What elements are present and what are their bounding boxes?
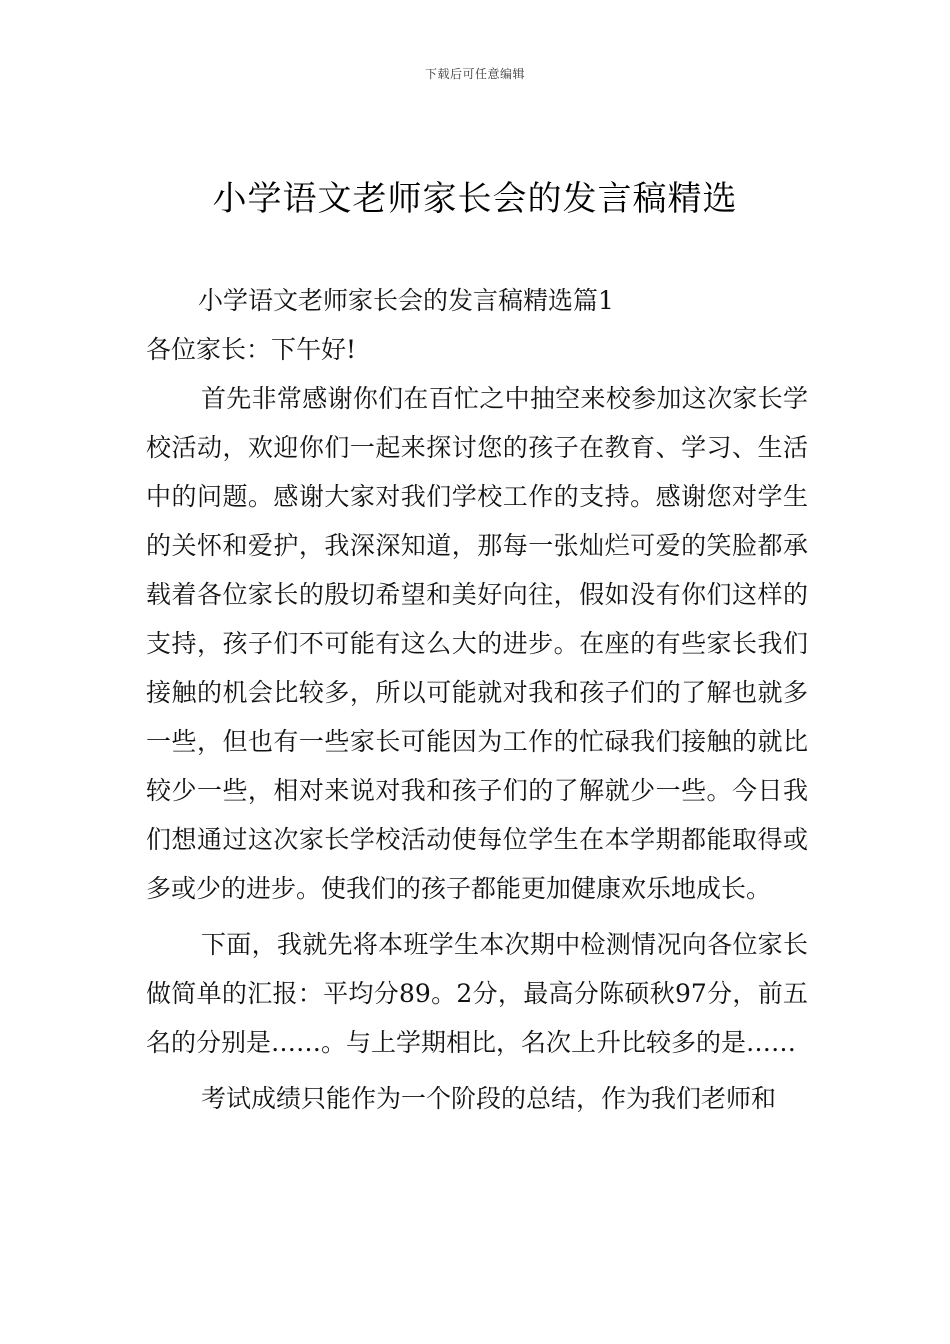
- document-title: 小学语文老师家长会的发言稿精选: [212, 179, 738, 219]
- document-body: [146, 276, 808, 1123]
- body-paragraph: 考试成绩只能作为一个阶段的总结，作为我们老师和: [201, 1084, 777, 1113]
- body-paragraph: 下面，我就先将本班学生本次期中检测情况向各位家长做简单的汇报：平均分89。2分，最高分陈硕秋97分，前五名的分别是……。与上学期相比，名次上升比较多的是……: [146, 930, 808, 1057]
- body-paragraph: 首先非常感谢你们在百忙之中抽空来校参加这次家长学校活动，欢迎你们一起来探讨您的孩子在教育、学习、生活中的问题。感谢大家对我们学校工作的支持。感谢您对学生的关怀和爱护，我深深知道，那每一张灿烂可爱的笑脸都承载着各位家长的殷切希望和美好向往，假如没有你们这样的支持，孩子们不可能有这么大的进步。在座的有些家长我们接触的机会比较多，所以可能就对我和孩子们的了解也就多一些，但也有一些家长可能因为工作的忙碌我们接触的就比较少一些，相对来说对我和孩子们的了解就少一些。今日我们想通过这次家长学校活动使每位学生在本学期都能取得或多或少的进步。使我们的孩子都能更加健康欢乐地成长。: [146, 384, 808, 903]
- salutation: 各位家长：下午好!: [146, 335, 357, 364]
- header-note: 下载后可任意编辑: [424, 67, 525, 81]
- section-heading: 小学语文老师家长会的发言稿精选篇1: [198, 286, 614, 315]
